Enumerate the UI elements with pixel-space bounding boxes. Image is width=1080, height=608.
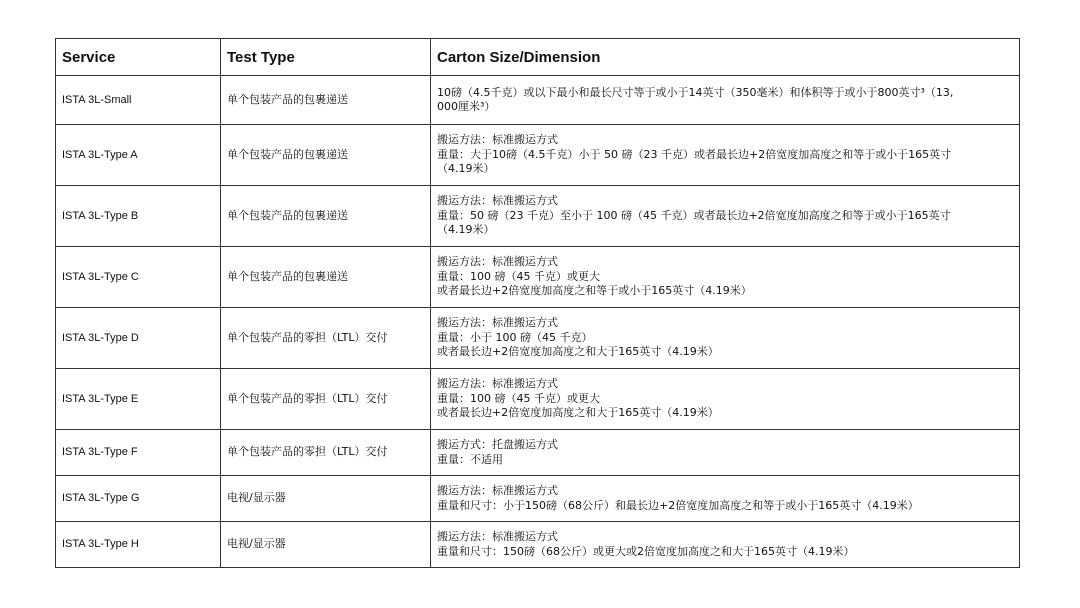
dimension-line: （4.19米） [437, 223, 495, 237]
header-row [56, 39, 1020, 76]
dimension-line: 重量：小于 100 磅（45 千克） [437, 330, 593, 344]
dimension-line: 重量：不适用 [437, 452, 503, 466]
header-service: Service [56, 39, 221, 76]
dimension-line: 搬运方式：托盘搬运方式 [437, 438, 558, 451]
dimension-line: 搬运方法：标准搬运方式 [437, 133, 558, 147]
service-cell: ISTA 3L-Type H [56, 522, 221, 568]
service-cell: ISTA 3L-Type B [56, 186, 221, 247]
test-type-cell: 单个包装产品的零担（LTL）交付 [221, 430, 431, 476]
dimension-line: 搬运方法：标准搬运方式 [437, 377, 558, 391]
test-type-cell: 单个包装产品的零担（LTL）交付 [221, 369, 431, 430]
test-type-cell: 电视/显示器 [221, 476, 431, 522]
service-cell: ISTA 3L-Type A [56, 125, 221, 186]
dimension-cell [431, 430, 1020, 476]
table-row [56, 247, 1020, 308]
dimension-cell [431, 247, 1020, 308]
test-type-cell: 单个包装产品的包裹递送 [221, 186, 431, 247]
dimension-line: 搬运方法：标准搬运方式 [437, 194, 558, 208]
dimension-line: 或者最长边+2倍宽度加高度之和大于165英寸（4.19米） [437, 345, 719, 359]
table-row [56, 522, 1020, 568]
test-type-cell: 单个包装产品的零担（LTL）交付 [221, 308, 431, 369]
service-cell: ISTA 3L-Type E [56, 369, 221, 430]
dimension-cell [431, 476, 1020, 522]
dimension-line: 重量：100 磅（45 千克）或更大 [437, 391, 600, 405]
dimension-line: 重量：大于10磅（4.5千克）小于 50 磅（23 千克）或者最长边+2倍宽度加高度之和等于或小于165英寸 [437, 147, 952, 161]
table-row [56, 186, 1020, 247]
dimension-line: 重量：50 磅（23 千克）至小于 100 磅（45 千克）或者最长边+2倍宽度加高度之和等于或小于165英寸 [437, 208, 951, 222]
dimension-line: 搬运方法：标准搬运方式 [437, 530, 558, 543]
service-cell: ISTA 3L-Type F [56, 430, 221, 476]
dimension-line: （4.19米） [437, 162, 495, 176]
dimension-line: 10磅（4.5千克）或以下最小和最长尺寸等于或小于14英寸（350毫米）和体积等于或小于800英寸³（13, [437, 85, 954, 99]
table-row [56, 476, 1020, 522]
service-cell: ISTA 3L-Small [56, 76, 221, 125]
test-type-cell: 电视/显示器 [221, 522, 431, 568]
dimension-cell [431, 522, 1020, 568]
service-cell: ISTA 3L-Type G [56, 476, 221, 522]
dimension-line: 重量和尺寸：150磅（68公斤）或更大或2倍宽度加高度之和大于165英寸（4.19米） [437, 544, 855, 558]
dimension-line: 重量：100 磅（45 千克）或更大 [437, 269, 600, 283]
dimension-line: 或者最长边+2倍宽度加高度之和大于165英寸（4.19米） [437, 406, 719, 420]
service-cell: ISTA 3L-Type C [56, 247, 221, 308]
table-row [56, 369, 1020, 430]
service-cell: ISTA 3L-Type D [56, 308, 221, 369]
dimension-line: 搬运方法：标准搬运方式 [437, 255, 558, 269]
dimension-cell [431, 125, 1020, 186]
dimension-line: 000厘米³） [437, 100, 496, 113]
dimension-line: 重量和尺寸：小于150磅（68公斤）和最长边+2倍宽度加高度之和等于或小于165英寸（4.19米） [437, 498, 919, 512]
dimension-cell [431, 76, 1020, 125]
spec-table [55, 38, 1020, 568]
table-row [56, 430, 1020, 476]
table-row [56, 76, 1020, 125]
test-type-cell: 单个包装产品的包裹递送 [221, 247, 431, 308]
test-type-cell: 单个包装产品的包裹递送 [221, 125, 431, 186]
header-test-type: Test Type [221, 39, 431, 76]
dimension-cell [431, 186, 1020, 247]
test-type-cell: 单个包装产品的包裹递送 [221, 76, 431, 125]
dimension-cell [431, 308, 1020, 369]
dimension-line: 或者最长边+2倍宽度加高度之和等于或小于165英寸（4.19米） [437, 284, 752, 298]
dimension-line: 搬运方法：标准搬运方式 [437, 484, 558, 497]
header-carton-size: Carton Size/Dimension [431, 39, 1020, 76]
dimension-line: 搬运方法：标准搬运方式 [437, 316, 558, 330]
dimension-cell [431, 369, 1020, 430]
table-row [56, 308, 1020, 369]
table-row [56, 125, 1020, 186]
